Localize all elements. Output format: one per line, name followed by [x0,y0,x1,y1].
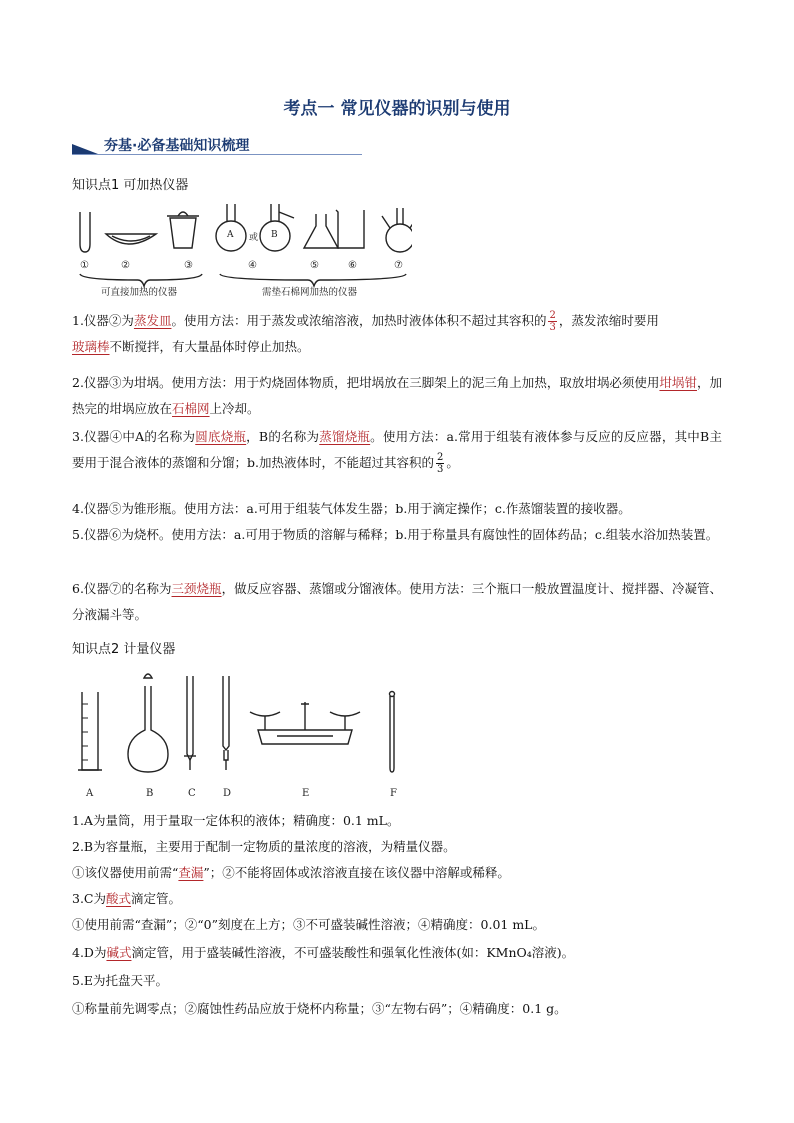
answer-acid-type: 酸式 [106,891,132,906]
acid-burette-drawing [187,676,193,760]
fig-label-b: B [146,788,154,799]
fig-label-2: ② [121,260,130,271]
beaker-drawing [336,210,364,248]
flask-or-label: 或 [249,233,259,243]
kp1-item-3: 3.仪器④中A的名称为圆底烧瓶，B的名称为蒸馏烧瓶。使用方法：a.常用于组装有液体参与反应的反应器，其中B主要用于混合液体的蒸馏和分馏；b.加热液体时，不能超过其容积的 $\frac{2}{3}$ 。 [72,429,722,475]
measuring-instruments-figure [72,668,412,784]
three-neck-flask-drawing [386,224,412,252]
fig-label-c: C [188,788,196,799]
fig-label-5: ⑤ [310,260,319,271]
answer-leak-check: 查漏 [178,865,204,880]
section-rule [72,154,362,155]
fig-label-e: E [302,788,310,799]
volumetric-flask-drawing [128,686,168,772]
kp1-heading: 知识点1 可加热仪器 [72,178,189,193]
section-marker [72,144,98,154]
answer-evaporating-dish: 蒸发皿 [133,313,172,328]
fig-label-7: ⑦ [394,260,403,271]
thermometer-drawing [390,696,394,772]
answer-asbestos-net: 石棉网 [172,401,210,416]
kp2-heading: 知识点2 计量仪器 [72,642,176,657]
answer-distilling-flask: 蒸馏烧瓶 [319,429,371,444]
flask-b-label: B [271,230,278,240]
fraction: $\frac{2}{3}$ [549,310,556,333]
erlenmeyer-flask-drawing [304,214,338,248]
fig-label-6: ⑥ [348,260,357,271]
kp1-item-6: 6.仪器⑦的名称为三颈烧瓶，做反应容器、蒸馏或分馏液体。使用方法：三个瓶口一般放置温度计、搅拌器、冷凝管、分液漏斗等。 [72,581,722,622]
kp1-item-5: 5.仪器⑥为烧杯。使用方法：a.可用于物质的溶解与稀释；b.用于称量具有腐蚀性的固体药品；c.组装水浴加热装置。 [72,527,719,542]
kp2-line-4: 3.C为酸式滴定管。 [72,891,182,906]
kp1-item-1: 1.仪器②为蒸发皿。使用方法：用于蒸发或浓缩溶液，加热时液体体积不超过其容积的 $\frac{2}{3}$ ，蒸发浓缩时要用 玻璃棒不断搅拌，有大量晶体时停止加热。 [72,310,659,354]
answer-base-type: 碱式 [106,945,132,960]
kp2-line-3: ①该仪器使用前需“查漏”；②不能将固体或浓溶液直接在该仪器中溶解或稀释。 [72,865,510,880]
fig-label-f: F [390,788,397,799]
test-tube-drawing [80,212,90,252]
answer-three-neck-flask: 三颈烧瓶 [171,581,222,596]
fig-label-d: D [223,788,232,799]
answer-glass-rod: 玻璃棒 [72,339,110,354]
fraction: $\frac{2}{3}$ [436,452,444,475]
evaporating-dish-drawing [106,234,156,244]
section-header [72,134,362,158]
section-title: 夯基·必备基础知识梳理 [104,138,250,154]
fig-label-3: ③ [184,260,193,271]
kp1-item-4: 4.仪器⑤为锥形瓶。使用方法：a.可用于组装气体发生器；b.用于滴定操作；c.作蒸馏装置的接收器。 [72,501,631,516]
crucible-drawing [170,218,196,248]
flask-a-label: A [227,230,234,240]
kp2-line-1: 1.A为量筒，用于量取一定体积的液体；精确度：0.1 mL。 [72,813,400,828]
kp2-line-5: ①使用前需“查漏”；②“0”刻度在上方；③不可盛装碱性溶液；④精确度：0.01 mL。 [72,917,545,932]
base-burette-drawing [223,676,229,750]
fig-label-a: A [86,788,94,799]
page-title: 考点一 常见仪器的识别与使用 [283,99,511,119]
kp1-item-2: 2.仪器③为坩埚。使用方法：用于灼烧固体物质，把坩埚放在三脚架上的泥三角上加热，取放坩埚必须使用坩埚钳，加热完的坩埚应放在石棉网上冷却。 [72,375,722,416]
answer-round-bottom-flask: 圆底烧瓶 [195,429,247,444]
kp2-line-6: 4.D为碱式滴定管，用于盛装碱性溶液，不可盛装酸性和强氧化性液体(如：KMnO₄溶液)。 [72,945,575,960]
kp2-line-7: 5.E为托盘天平。 [72,973,169,988]
answer-crucible-tongs: 坩埚钳 [659,375,697,390]
kp2-line-2: 2.B为容量瓶，主要用于配制一定物质的量浓度的溶液，为精量仪器。 [72,839,456,854]
fig-label-1: ① [80,260,89,271]
group2-caption: 需垫石棉网加热的仪器 [262,287,358,298]
group1-caption: 可直接加热的仪器 [101,287,178,298]
fig-label-4: ④ [248,260,257,271]
kp2-line-8: ①称量前先调零点；②腐蚀性药品应放于烧杯内称量；③“左物右码”；④精确度：0.1 g。 [72,1001,567,1016]
